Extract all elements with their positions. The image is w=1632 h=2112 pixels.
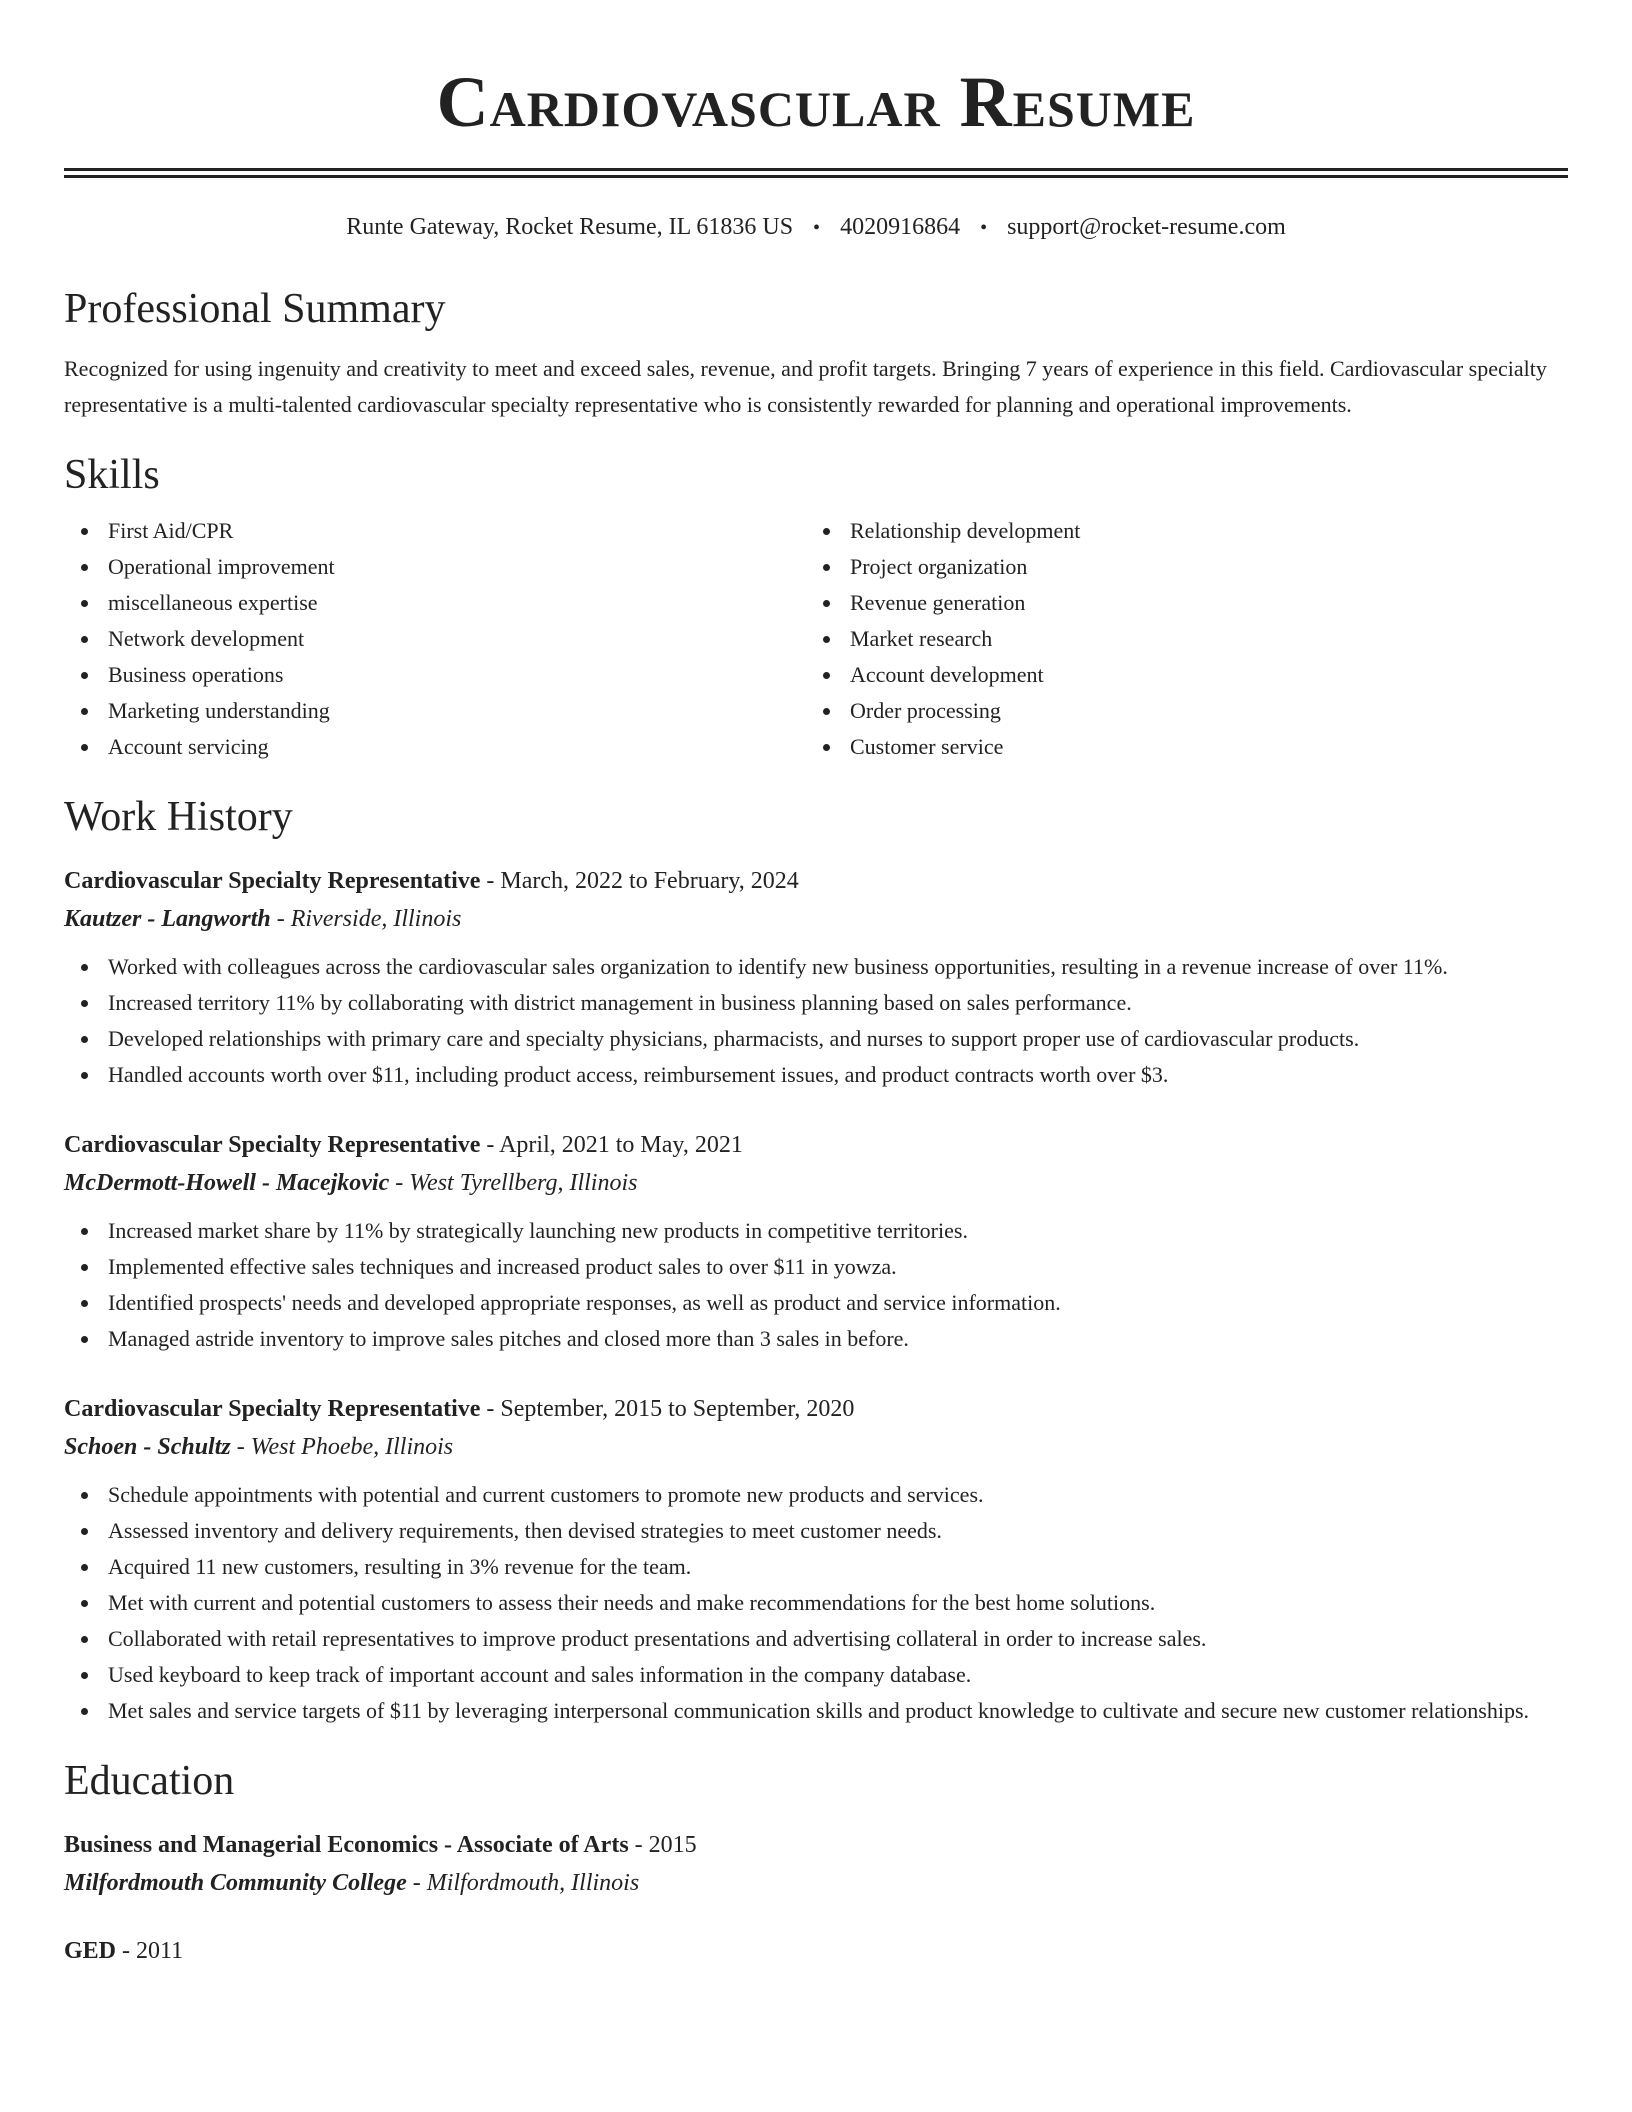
- job-bullet: Implemented effective sales techniques and increased product sales to over $11 in yowza.: [64, 1249, 1568, 1285]
- job-bullet: Worked with colleagues across the cardiovascular sales organization to identify new business opportunities, resulting in a revenue increase of over 11%.: [64, 949, 1568, 985]
- job-bullet: Acquired 11 new customers, resulting in 3% revenue for the team.: [64, 1549, 1568, 1585]
- skill-item: Order processing: [806, 693, 1548, 729]
- skills-list-right: [806, 513, 1548, 765]
- skills-columns: [64, 513, 1568, 765]
- job-bullets: [64, 949, 1568, 1093]
- education-entry: [64, 1933, 1568, 1969]
- education-year: - 2015: [628, 1832, 697, 1858]
- job-employer: [64, 1163, 1568, 1203]
- professional-summary-section: [64, 285, 1568, 423]
- education-degree: GED: [64, 1938, 117, 1964]
- skill-item: miscellaneous expertise: [64, 585, 806, 621]
- skills-list-left: [64, 513, 806, 765]
- job-entry: [64, 1127, 1568, 1357]
- section-heading-skills: Skills: [64, 452, 160, 498]
- skill-item: Operational improvement: [64, 549, 806, 585]
- job-location: - West Tyrellberg, Illinois: [389, 1170, 638, 1196]
- job-bullet: Used keyboard to keep track of important account and sales information in the company database.: [64, 1657, 1568, 1693]
- contact-separator: •: [813, 217, 821, 239]
- job-location: - West Phoebe, Illinois: [230, 1434, 454, 1460]
- education-school: Milfordmouth Community College: [64, 1870, 407, 1896]
- title-double-rule: [64, 168, 1568, 178]
- contact-address: Runte Gateway, Rocket Resume, IL 61836 US: [346, 214, 794, 240]
- job-dates: - March, 2022 to February, 2024: [480, 868, 799, 894]
- job-bullet: Increased territory 11% by collaborating with district management in business planning based on sales performance.: [64, 985, 1568, 1021]
- job-bullet: Assessed inventory and delivery requirements, then devised strategies to meet customer needs.: [64, 1513, 1568, 1549]
- skills-section: [64, 451, 1568, 765]
- job-bullet: Developed relationships with primary care and specialty physicians, pharmacists, and nurses to support proper use of cardiovascular products.: [64, 1021, 1568, 1057]
- job-header: [64, 1391, 1568, 1427]
- skill-item: Account development: [806, 657, 1548, 693]
- skill-item: Marketing understanding: [64, 693, 806, 729]
- job-employer: [64, 1427, 1568, 1467]
- skill-item: First Aid/CPR: [64, 513, 806, 549]
- skill-item: Account servicing: [64, 729, 806, 765]
- job-company: Schoen - Schultz: [64, 1434, 231, 1460]
- job-entry: [64, 863, 1568, 1093]
- skill-item: Business operations: [64, 657, 806, 693]
- job-bullets: [64, 1477, 1568, 1729]
- job-dates: - September, 2015 to September, 2020: [480, 1396, 855, 1422]
- resume-title: Cardiovascular Resume: [436, 62, 1196, 142]
- job-company: McDermott-Howell - Macejkovic: [64, 1170, 390, 1196]
- job-title: Cardiovascular Specialty Representative: [64, 868, 481, 894]
- skill-item: Market research: [806, 621, 1548, 657]
- skill-item: Revenue generation: [806, 585, 1548, 621]
- summary-text: Recognized for using ingenuity and creativity to meet and exceed sales, revenue, and profit targets. Bringing 7 years of experience in this field. Cardiovascular specialty representative is a multi-talented cardiovascular specialty representative who is consistently rewarded for planning and operational improvements.: [64, 356, 1547, 417]
- job-title: Cardiovascular Specialty Representative: [64, 1132, 481, 1158]
- job-bullet: Met with current and potential customers to assess their needs and make recommendations for the best home solutions.: [64, 1585, 1568, 1621]
- education-header: [64, 1933, 1568, 1969]
- education-school-line: [64, 1863, 1568, 1903]
- job-bullets: [64, 1213, 1568, 1357]
- job-location: - Riverside, Illinois: [270, 906, 462, 932]
- job-bullet: Handled accounts worth over $11, including product access, reimbursement issues, and product contracts worth over $3.: [64, 1057, 1568, 1093]
- work-history-section: [64, 793, 1568, 1729]
- education-header: [64, 1827, 1568, 1863]
- skill-item: Network development: [64, 621, 806, 657]
- section-heading-education: Education: [64, 1758, 235, 1804]
- job-bullet: Identified prospects' needs and developed appropriate responses, as well as product and service information.: [64, 1285, 1568, 1321]
- job-bullet: Met sales and service targets of $11 by leveraging interpersonal communication skills and product knowledge to cultivate and secure new customer relationships.: [64, 1693, 1568, 1729]
- contact-line: [64, 212, 1568, 243]
- education-entry: [64, 1827, 1568, 1903]
- job-header: [64, 863, 1568, 899]
- job-bullet: Schedule appointments with potential and current customers to promote new products and services.: [64, 1477, 1568, 1513]
- job-bullet: Increased market share by 11% by strategically launching new products in competitive territories.: [64, 1213, 1568, 1249]
- skill-item: Relationship development: [806, 513, 1548, 549]
- skill-item: Customer service: [806, 729, 1548, 765]
- job-company: Kautzer - Langworth: [64, 906, 271, 932]
- job-employer: [64, 899, 1568, 939]
- education-degree: Business and Managerial Economics - Associate of Arts: [64, 1832, 629, 1858]
- section-heading-work: Work History: [64, 794, 293, 840]
- job-dates: - April, 2021 to May, 2021: [480, 1132, 743, 1158]
- education-location: - Milfordmouth, Illinois: [406, 1870, 640, 1896]
- job-header: [64, 1127, 1568, 1163]
- section-heading-summary: Professional Summary: [64, 286, 446, 332]
- job-bullet: Collaborated with retail representatives to improve product presentations and advertising collateral in order to increase sales.: [64, 1621, 1568, 1657]
- contact-email: support@rocket-resume.com: [1007, 214, 1286, 240]
- skill-item: Project organization: [806, 549, 1548, 585]
- job-bullet: Managed astride inventory to improve sales pitches and closed more than 3 sales in before.: [64, 1321, 1568, 1357]
- education-section: [64, 1757, 1568, 1969]
- contact-phone: 4020916864: [840, 214, 961, 240]
- education-year: - 2011: [116, 1938, 184, 1964]
- contact-separator: •: [980, 217, 988, 239]
- job-entry: [64, 1391, 1568, 1729]
- job-title: Cardiovascular Specialty Representative: [64, 1396, 481, 1422]
